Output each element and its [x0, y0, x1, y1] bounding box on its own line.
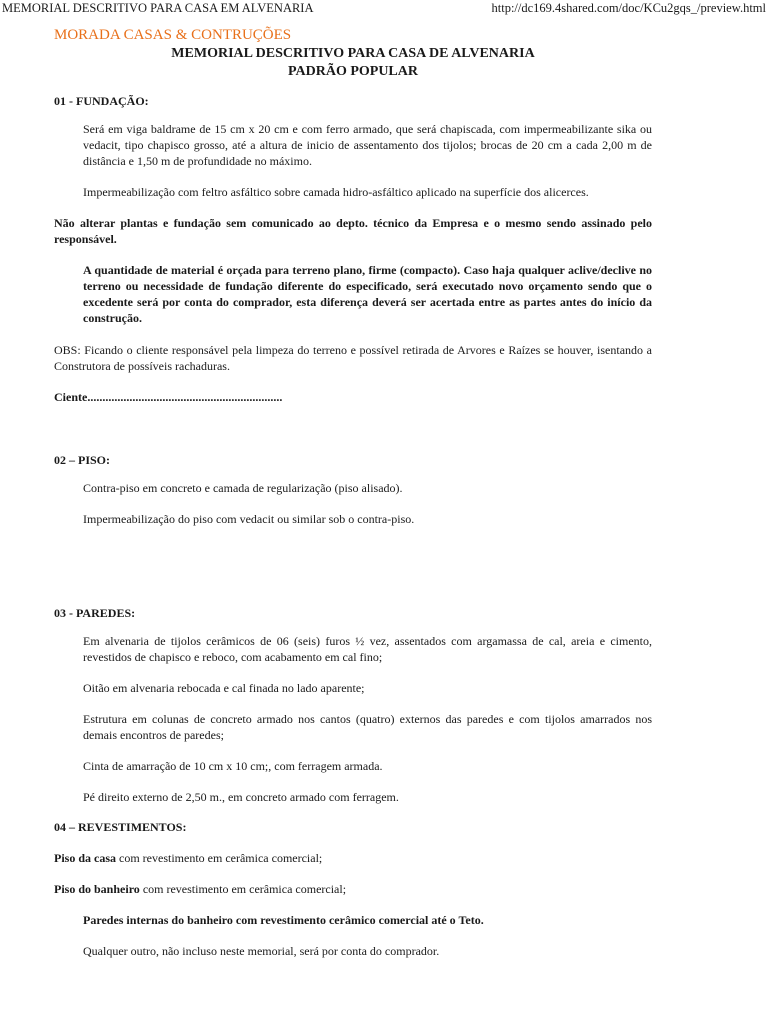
piso-banheiro-text: com revestimento em cerâmica comercial;: [139, 882, 347, 896]
fundacao-paragraph-2: Impermeabilização com feltro asfáltico sobre camada hidro-asfáltico aplicado na superfície dos alicerces.: [83, 185, 589, 199]
print-header: [0, 0, 768, 16]
fundacao-paragraph-1: Será em viga baldrame de 15 cm x 20 cm e com ferro armado, que será chapiscada, com impermeabilizante sika ou vedacit, tipo chapisco grosso, até a altura de inicio de assentamento dos tijolos; brocas de 20 cm a cada 2,00 m de distância e 1,50 m de profundidade no máximo.: [83, 122, 652, 168]
paredes-paragraph-5: Pé direito externo de 2,50 m., em concreto armado com ferragem.: [83, 790, 399, 804]
print-header-title: MEMORIAL DESCRITIVO PARA CASA EM ALVENARIA: [2, 1, 314, 15]
piso-paragraph-2: Impermeabilização do piso com vedacit ou similar sob o contra-piso.: [83, 512, 415, 526]
piso-casa-label: Piso da casa: [54, 851, 117, 865]
piso-paragraph-1: Contra-piso em concreto e camada de regularização (piso alisado).: [83, 481, 403, 495]
paredes-paragraph-1: Em alvenaria de tijolos cerâmicos de 06 (seis) furos ½ vez, assentados com argamassa de cal, areia e cimento, revestidos de chapisco e reboco, com acabamento em cal fino;: [83, 634, 652, 664]
paredes-paragraph-4: Cinta de amarração de 10 cm x 10 cm;, com ferragem armada.: [83, 759, 383, 773]
paredes-banheiro-line: Paredes internas do banheiro com revestimento cerâmico comercial até o Teto.: [83, 913, 484, 927]
piso-casa-text: com revestimento em cerâmica comercial;: [116, 851, 323, 865]
piso-banheiro-line: [54, 881, 652, 897]
document-body: [54, 26, 652, 959]
paredes-paragraph-3: Estrutura em colunas de concreto armado nos cantos (quatro) externos das paredes e com tijolos amarrados nos demais encontros de paredes;: [83, 712, 652, 742]
company-name: MORADA CASAS & CONTRUÇÕES: [54, 27, 292, 43]
print-header-url[interactable]: http://dc169.4shared.com/doc/KCu2gqs_/preview.html: [491, 1, 766, 15]
paredes-paragraph-2: Oitão em alvenaria rebocada e cal finada no lado aparente;: [83, 681, 365, 695]
section-heading-revestimentos: 04 – REVESTIMENTOS:: [54, 820, 187, 834]
section-heading-paredes: 03 - PAREDES:: [54, 606, 136, 620]
outro-line: Qualquer outro, não incluso neste memorial, será por conta do comprador.: [83, 944, 440, 958]
fundacao-warning: Não alterar plantas e fundação sem comunicado ao depto. técnico da Empresa e o mesmo sendo assinado pelo responsável.: [54, 216, 652, 246]
piso-banheiro-label: Piso do banheiro: [54, 882, 140, 896]
piso-casa-line: [54, 850, 652, 866]
document-title-line2: PADRÃO POPULAR: [287, 64, 418, 79]
section-heading-piso: 02 – PISO:: [54, 453, 111, 467]
fundacao-notice: A quantidade de material é orçada para terreno plano, firme (compacto). Caso haja qualquer aclive/declive no terreno ou necessidade de fundação diferente do especificado, será executado novo orçamento sendo que o excedente será por conta do comprador, esta diferença deverá ser acertada entre as partes antes do início da construção.: [83, 263, 652, 325]
document-title-line1: MEMORIAL DESCRITIVO PARA CASA DE ALVENARIA: [171, 46, 535, 61]
ciente-signature-line: Ciente.................................................................: [54, 390, 283, 404]
section-heading-fundacao: 01 - FUNDAÇÃO:: [54, 94, 149, 108]
fundacao-obs: OBS: Ficando o cliente responsável pela limpeza do terreno e possível retirada de Arvores e Raízes se houver, isentando a Construtora de possíveis rachaduras.: [54, 343, 652, 373]
